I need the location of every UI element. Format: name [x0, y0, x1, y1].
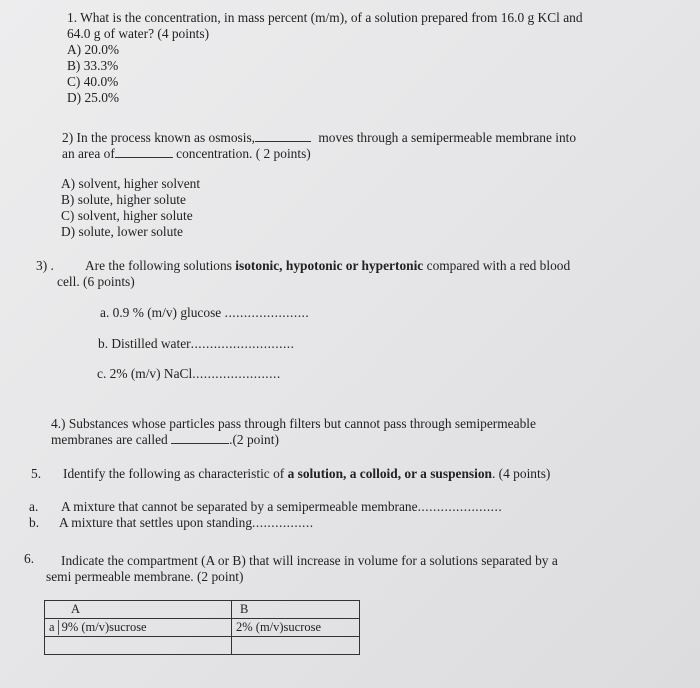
q4-text-a: membranes are called: [51, 432, 168, 447]
q4-line2: [51, 432, 279, 448]
q2-line1: [62, 130, 576, 146]
compartment-table: [44, 600, 360, 655]
q5-line: [63, 466, 550, 482]
q2-blank-1: [255, 130, 311, 142]
q3-item-b: [98, 336, 295, 352]
q1-line2: 64.0 g of water? (4 points): [67, 26, 210, 41]
q3-text-b: compared with a red blood: [426, 258, 571, 273]
q1-line1: 1. What is the concentration, in mass percent (m/m), of a solution prepared from 16.0 g KCl and: [67, 10, 583, 25]
q3-item-b-dots: ...........................: [190, 336, 295, 351]
table-cell-b: 2% (m/v)sucrose: [232, 619, 360, 637]
q3-bold: isotonic, hypotonic or hypertonic: [235, 258, 424, 273]
q2-option-b: B) solute, higher solute: [61, 192, 186, 207]
table-cell-a: [45, 619, 232, 637]
q5-item-a-text: A mixture that cannot be separated by a semipermeable membrane: [61, 499, 418, 514]
table-cell-empty-a: [45, 637, 232, 655]
q3-number: 3) .: [36, 258, 54, 273]
q4-text-b: .(2 point): [229, 432, 279, 447]
table-cell-a-text: 9% (m/v)sucrose: [61, 620, 147, 634]
q5-item-b-text: A mixture that settles upon standing: [59, 515, 253, 530]
q3-line1: [85, 258, 570, 274]
q2-blank-2: [115, 146, 173, 158]
table-cell-empty-b: [232, 637, 360, 655]
q2-line2: [62, 146, 311, 162]
q5-item-b: [59, 515, 314, 531]
q3-item-a: [100, 305, 309, 321]
q1-option-d: D) 25.0%: [67, 90, 120, 105]
q6-number: 6.: [24, 551, 35, 566]
q2-text-a: 2) In the process known as osmosis,: [62, 130, 256, 145]
q2-option-d: D) solute, lower solute: [61, 224, 183, 239]
table-row: [45, 619, 360, 637]
q5-item-b-letter: b.: [29, 515, 40, 530]
table-row-empty: [45, 637, 360, 655]
q1-option-c: C) 40.0%: [67, 74, 119, 89]
q3-text-a: Are the following solutions: [85, 258, 232, 273]
q3-item-a-dots: ......................: [224, 305, 310, 320]
q2-text-d: concentration. ( 2 points): [176, 146, 311, 161]
q6-line1: Indicate the compartment (A or B) that will increase in volume for a solutions separated by a: [61, 553, 558, 568]
q3-item-c-dots: .......................: [192, 366, 281, 381]
q3-line2: cell. (6 points): [57, 274, 135, 289]
q1-option-a: A) 20.0%: [67, 42, 120, 57]
q3-item-c-text: c. 2% (m/v) NaCl: [97, 366, 193, 381]
q5-number: 5.: [31, 466, 42, 481]
q4-line1: 4.) Substances whose particles pass through filters but cannot pass through semipermeable: [51, 416, 536, 431]
q5-item-b-dots: ................: [252, 515, 314, 530]
q3-item-c: [97, 366, 281, 382]
q5-bold: a solution, a colloid, or a suspension: [287, 466, 492, 481]
q2-text-b: moves through a semipermeable membrane into: [318, 130, 577, 145]
q2-option-a: A) solvent, higher solvent: [61, 176, 201, 191]
table-header-a: A: [45, 601, 232, 619]
table-row-label: a: [49, 620, 59, 635]
table-header-row: [45, 601, 360, 619]
q5-text-a: Identify the following as characteristic of: [63, 466, 285, 481]
q3-item-b-text: b. Distilled water: [98, 336, 191, 351]
q6-line2: semi permeable membrane. (2 point): [46, 569, 244, 584]
q1-option-b: B) 33.3%: [67, 58, 119, 73]
q5-item-a-dots: ......................: [417, 499, 503, 514]
q2-option-c: C) solvent, higher solute: [61, 208, 193, 223]
q5-text-b: . (4 points): [491, 466, 551, 481]
q4-blank: [171, 432, 229, 444]
q5-item-a: [61, 499, 502, 515]
q3-item-a-text: a. 0.9 % (m/v) glucose: [100, 305, 222, 320]
q2-text-c: an area of: [62, 146, 115, 161]
table-header-b: B: [232, 601, 360, 619]
q5-item-a-letter: a.: [29, 499, 39, 514]
